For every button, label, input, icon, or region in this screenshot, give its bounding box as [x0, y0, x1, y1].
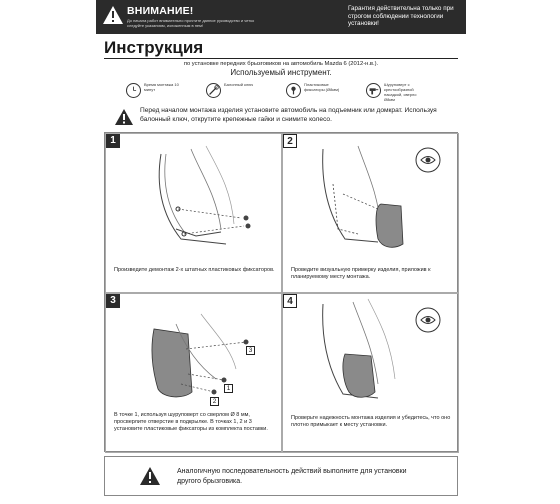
step-number: 2: [283, 134, 297, 148]
clock-icon: [126, 83, 141, 98]
marker-3: 3: [246, 346, 255, 355]
step-caption: Проверьте надежность монтажа изделия и убедитесь, что оно плотно примыкает к месту установки.: [291, 415, 451, 428]
step-caption: В точке 1, используя шуруповерт со сверлом Ø 8 мм, просверлите отверстие в подкрылке. В точках 1, 2 и 3 установите пластиковые фиксаторы из комплекта поставки.: [114, 412, 268, 432]
eye-icon: [418, 310, 438, 330]
drill-icon: [366, 83, 381, 98]
instruction-sheet: [96, 0, 466, 504]
tools-heading: Используемый инструмент.: [230, 68, 332, 77]
tool-label: Пластиковые фиксаторы (Ø8мм): [304, 82, 340, 92]
step-panel-1: [105, 133, 282, 293]
step-panel-2: [282, 133, 459, 293]
step-number: 3: [106, 294, 120, 308]
marker-1: 1: [224, 384, 233, 393]
warning-icon: [102, 5, 124, 25]
steps-grid: [104, 132, 458, 452]
final-note: [104, 456, 458, 496]
warning-icon: [139, 466, 161, 486]
tool-label: Шуруповерт с крестообразной насадкой, сверло Ø8мм: [384, 82, 417, 102]
marker-2: 2: [210, 397, 219, 406]
step-caption: Проведите визуальную примерку изделия, приложив к планируемому месту монтажа.: [291, 267, 431, 280]
final-note-text: Аналогичную последовательность действий выполните для установки другого брызговика.: [177, 468, 407, 485]
warning-text: До начала работ внимательно прочтите данное руководство и четко следуйте указаниям, изложенным в нем!: [127, 18, 255, 28]
clip-icon: [286, 83, 301, 98]
page-title: Инструкция: [104, 38, 204, 57]
guarantee-note: Гарантия действительна только при строгом соблюдении технологии установки!: [348, 5, 454, 27]
eye-icon: [418, 150, 438, 170]
warning-title: ВНИМАНИЕ!: [127, 5, 194, 17]
page-subtitle: по установке передних брызговиков на автомобиль Mazda 6 (2012-н.в.).: [104, 58, 458, 67]
step-caption: Произведите демонтаж 2-х штатных пластиковых фиксаторов.: [114, 267, 275, 273]
wrench-icon: [206, 83, 221, 98]
step-number: 4: [283, 294, 297, 308]
warning-header: [96, 0, 466, 34]
tool-label: Балонный ключ: [224, 82, 254, 87]
tools-list: [126, 81, 446, 103]
tool-label: Время монтажа 10 минут: [144, 82, 179, 92]
step-3-illustration: [106, 294, 283, 409]
preparation-text: Перед началом монтажа изделия установите автомобиль на подъемник или домкрат. Используя балонный ключ, открутите крепежные гайки и снимите колесо.: [140, 107, 437, 123]
step-number: 1: [106, 134, 120, 148]
step-1-illustration: [106, 134, 283, 264]
warning-icon: [114, 108, 134, 126]
step-panel-3: [105, 293, 282, 453]
step-panel-4: [282, 293, 459, 453]
preparation-note: [114, 106, 454, 130]
